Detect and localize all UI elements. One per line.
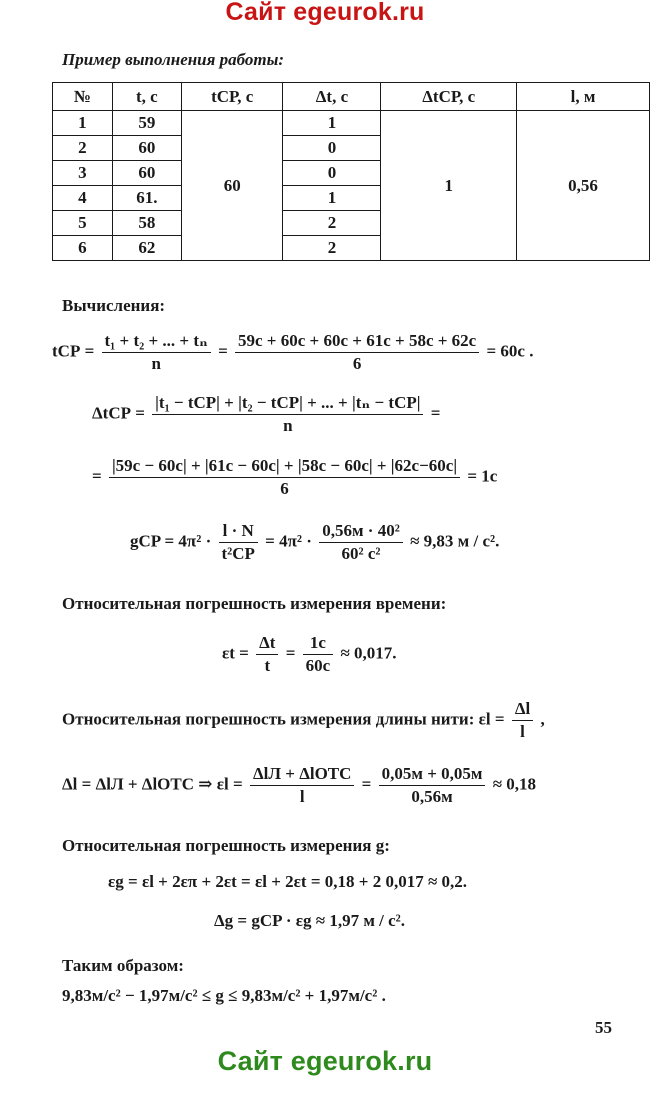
cell-delta-t: 0 xyxy=(283,136,381,161)
fraction xyxy=(109,455,460,500)
numerator: 0,56м · 40² xyxy=(319,520,403,543)
eq-rhs: ≈ 0,017. xyxy=(340,643,397,663)
cell-time: 60 xyxy=(112,161,181,186)
site-banner-top: Сайт egeurok.ru xyxy=(225,0,425,26)
cell-time: 61. xyxy=(112,186,181,211)
equation-avg-delta-values xyxy=(92,455,497,500)
numerator: ΔlЛ + ΔlОТС xyxy=(250,763,354,786)
equation-rel-length: Δl = ΔlЛ + ΔlОТС ⇒ εl = $\frac{\text{ΔlЛ + ΔlОТС}}{l}$ = $\frac{0,05м + 0,05м}{0,56м}$ ≈ 0,18 xyxy=(62,764,537,806)
col-header-avg-time: tСР, с xyxy=(181,83,282,111)
cell-length: 0,56 xyxy=(517,111,650,261)
cell-time: 58 xyxy=(112,211,181,236)
rel-length-line xyxy=(62,698,545,743)
rel-time-heading: Относительная погрешность измерения времени: xyxy=(62,594,447,613)
cell-avg-time: 60 xyxy=(181,111,282,261)
numerator: 1с xyxy=(303,632,334,655)
fraction xyxy=(256,632,278,677)
eq-lhs: ΔtСР = xyxy=(92,403,145,423)
cell-delta-t: 1 xyxy=(283,111,381,136)
cell-number: 1 xyxy=(53,111,113,136)
numerator: l · N xyxy=(219,520,258,543)
fraction xyxy=(250,763,354,808)
col-header-delta-t: Δt, с xyxy=(283,83,381,111)
col-header-length: l, м xyxy=(517,83,650,111)
fraction xyxy=(102,330,211,375)
rel-length-heading: Относительная погрешность измерения длины нити: xyxy=(62,709,475,729)
eq-lhs: tСР = xyxy=(52,341,95,361)
numerator: |t₁ − tСР| + |t₂ − tСР| + ... + |tₙ − tСР| xyxy=(152,392,423,415)
col-header-number: № xyxy=(53,83,113,111)
table-header-row xyxy=(53,83,650,111)
site-banner-bottom: Сайт egeurok.ru xyxy=(217,1046,433,1076)
numerator: 59с + 60с + 60с + 61с + 58с + 62с xyxy=(235,330,479,353)
cell-delta-t: 0 xyxy=(283,161,381,186)
fraction xyxy=(219,520,258,565)
eq-lhs: Δl = ΔlЛ + ΔlОТС ⇒ εl = xyxy=(62,774,243,794)
col-header-time: t, с xyxy=(112,83,181,111)
denominator: 60с xyxy=(305,656,331,675)
cell-avg-delta-t: 1 xyxy=(381,111,517,261)
fraction xyxy=(303,632,334,677)
denominator: n xyxy=(151,354,161,373)
eq-rhs: ≈ 9,83 м / с². xyxy=(410,531,500,551)
numerator: |59с − 60с| + |61с − 60с| + |58с − 60с| + |62с−60с| xyxy=(109,455,460,478)
equation-gravity xyxy=(130,520,499,565)
denominator: 60² с² xyxy=(341,544,381,563)
cell-delta-t: 1 xyxy=(283,186,381,211)
calc-heading: Вычисления: xyxy=(62,296,166,315)
eq-tail: , xyxy=(540,709,545,729)
cell-number: 6 xyxy=(53,236,113,261)
equation-rel-gravity: εg = εl + 2επ + 2εt = εl + 2εt = 0,18 + 2 0,017 ≈ 0,2. xyxy=(108,872,468,891)
eq-lhs: εt = xyxy=(222,643,249,663)
cell-time: 62 xyxy=(112,236,181,261)
cell-time: 60 xyxy=(112,136,181,161)
eq-lhs: εl = xyxy=(478,709,505,729)
numerator: Δl xyxy=(512,698,533,721)
eq-rhs: = 1с xyxy=(467,466,498,486)
denominator: l xyxy=(520,722,525,741)
numerator: 0,05м + 0,05м xyxy=(379,763,486,786)
fraction xyxy=(512,698,533,743)
eq-lead: = xyxy=(92,466,102,486)
numerator: t₁ + t₂ + ... + tₙ xyxy=(102,330,211,353)
cell-number: 3 xyxy=(53,161,113,186)
fraction xyxy=(379,763,486,808)
eq-lhs: gCP = 4π² · xyxy=(130,531,212,551)
denominator: n xyxy=(283,416,293,435)
denominator: l xyxy=(299,787,305,806)
equation-avg-delta xyxy=(92,392,440,437)
table-row xyxy=(53,111,650,136)
intro-heading: Пример выполнения работы: xyxy=(62,50,285,69)
fraction xyxy=(319,520,403,565)
cell-number: 2 xyxy=(53,136,113,161)
fraction xyxy=(235,330,479,375)
eq-rhs: = 60с . xyxy=(486,341,534,361)
fraction xyxy=(152,392,423,437)
page-number: 55 xyxy=(595,1018,612,1037)
rel-g-heading: Относительная погрешность измерения g: xyxy=(62,836,390,855)
col-header-avg-delta-t: ΔtСР, с xyxy=(381,83,517,111)
cell-number: 4 xyxy=(53,186,113,211)
equation-final-range: 9,83м/с² − 1,97м/с² ≤ g ≤ 9,83м/с² + 1,97м/с² . xyxy=(62,986,386,1005)
cell-delta-t: 2 xyxy=(283,211,381,236)
eq-rhs: ≈ 0,18 xyxy=(492,774,537,794)
conclusion-heading: Таким образом: xyxy=(62,956,184,975)
cell-number: 5 xyxy=(53,211,113,236)
numerator: Δt xyxy=(256,632,278,655)
equation-avg-time: tСР = $\frac{\text{t₁ + t₂ + ... + tₙ}}{n}$ = $\frac{59с + 60с + 60с + 61с + 58с + 62с}{6}$ = 60с . xyxy=(52,331,534,373)
equation-delta-gravity: Δg = gCP · εg ≈ 1,97 м / с². xyxy=(214,911,406,930)
cell-delta-t: 2 xyxy=(283,236,381,261)
denominator: 6 xyxy=(280,479,289,498)
denominator: t xyxy=(264,656,271,675)
measurement-table xyxy=(52,82,650,261)
denominator: t²CP xyxy=(221,544,255,563)
denominator: 0,56м xyxy=(411,787,453,806)
eq-mid: = 4π² · xyxy=(265,531,312,551)
eq-tail: = xyxy=(430,403,441,423)
denominator: 6 xyxy=(352,354,362,373)
cell-time: 59 xyxy=(112,111,181,136)
equation-rel-time: εt = $\frac{\Delta t}{t}$ = $\frac{1с}{60с}$ ≈ 0,017. xyxy=(222,633,397,675)
